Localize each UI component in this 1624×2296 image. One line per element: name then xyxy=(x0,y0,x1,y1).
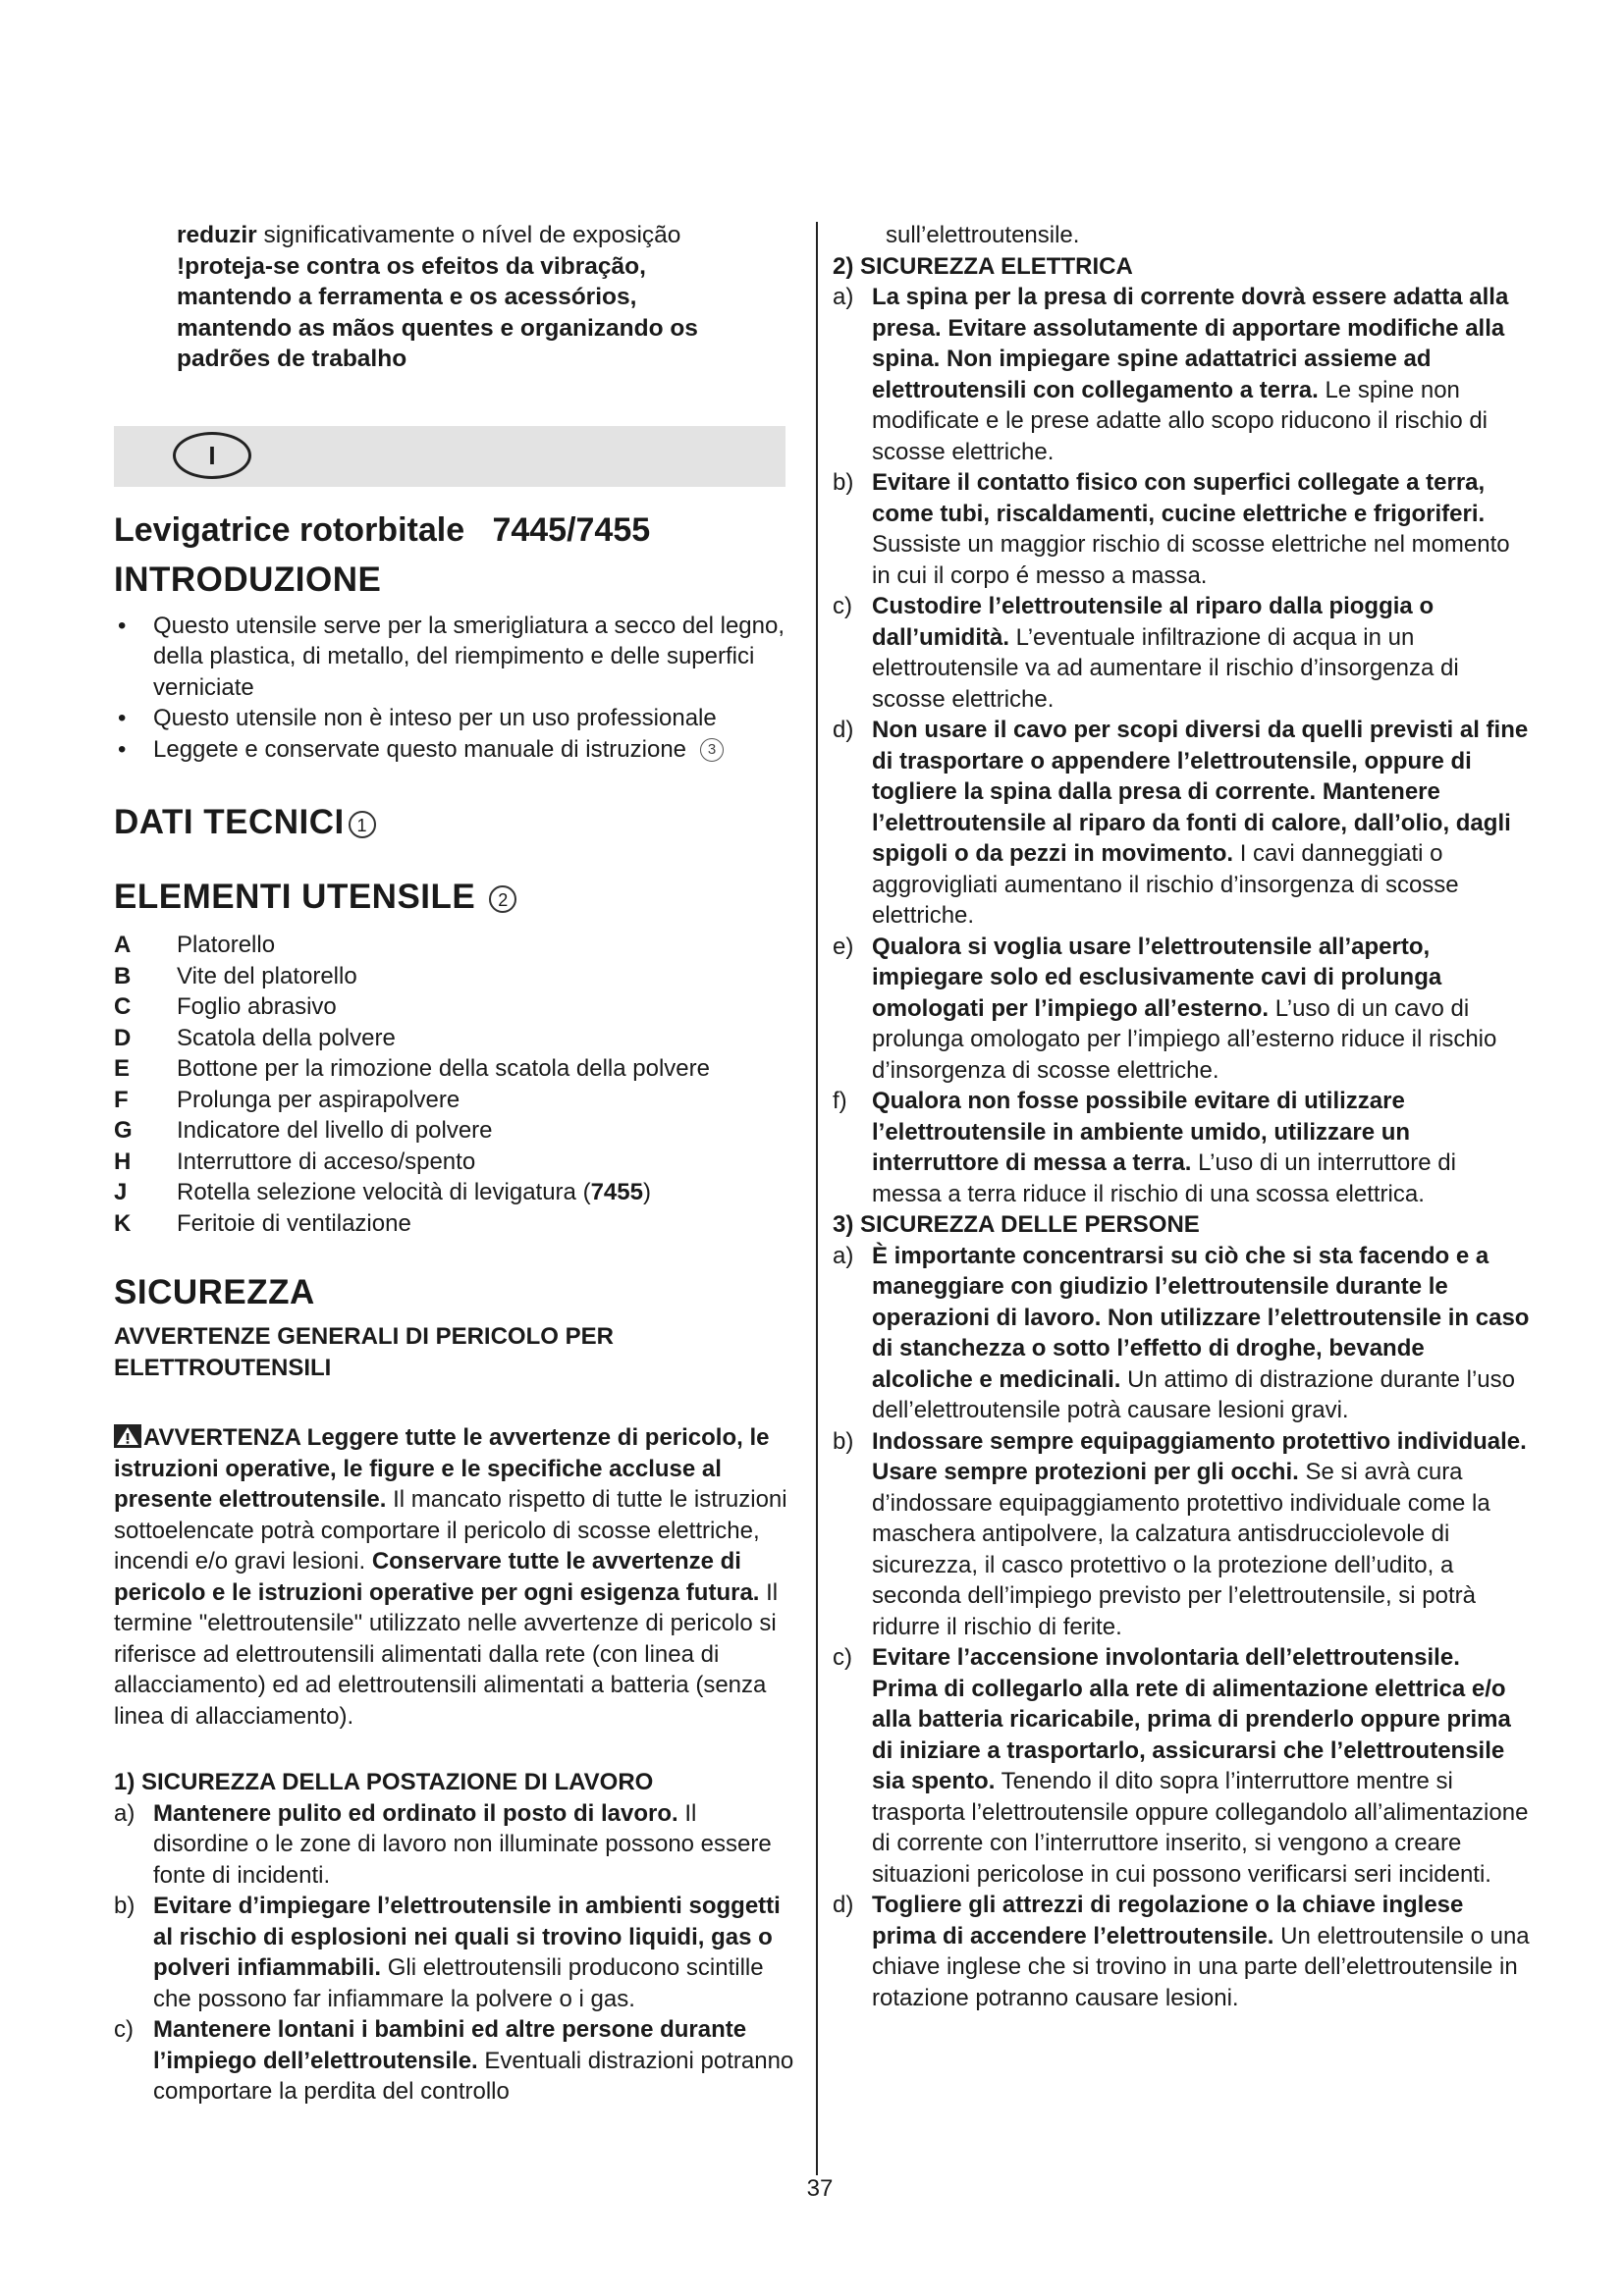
list-item: a) Mantenere pulito ed ordinato il posto di lavoro. Il disordine o le zone di lavoro non illuminate possono essere fonte di incidenti. xyxy=(114,1799,772,1889)
continuation-text: sull’elettroutensile. xyxy=(886,222,1080,248)
intro-heading: INTRODUZIONE xyxy=(114,560,382,599)
product-title: Levigatrice rotorbitale 7445/7455 xyxy=(114,510,651,549)
list-item: c) Mantenere lontani i bambini ed altre persone durante l’impiego dell’elettroutensile. Eventuali distrazioni potranno comportare la perdita del controllo xyxy=(114,2016,794,2105)
list-item: d) Non usare il cavo per scopi diversi da quelli previsti al fine di trasportare o appendere l’elettroutensile, oppure di togliere la spina dalla presa di corrente. Mantenere l’elettroutensile al riparo da fonti di calore, dall’olio, dagli spigoli o da pezzi in movimento. I cavi danneggiati o aggrovigliati aumentano il rischio d’insorgenza di scosse elettriche. xyxy=(833,717,1529,929)
list-item: d) Togliere gli attrezzi di regolazione o la chiave inglese prima di accendere l’elettroutensile. Un elettroutensile o una chiave inglese che si trovino in una parte dell’elettroutensile in rotazione potranno causare lesioni. xyxy=(833,1892,1530,2011)
list-item: e) Qualora si voglia usare l’elettroutensile all’aperto, impiegare solo ed esclusivamente cavi di prolunga omologati per l’impiego all’esterno. L’uso di un cavo di prolunga omologato per l’impiego all’esterno riduce il rischio d’insorgenza di scosse elettriche. xyxy=(833,933,1497,1084)
list-item: f) Qualora non fosse possibile evitare di utilizzare l’elettroutensile in ambiente umido, utilizzare un interruttore di messa a terra. L’uso di un interruttore di messa a terra riduce il rischio di una scossa elettrica. xyxy=(833,1088,1456,1207)
pt-line: significativamente o nível de exposição xyxy=(263,222,681,248)
list-item: c) Custodire l’elettroutensile al riparo dalla pioggia o dall’umidità. L’eventuale infiltrazione di acqua in un elettroutensile va ad aumentare il rischio d’insorgenza di scosse elettriche. xyxy=(833,593,1459,713)
figure-ref-icon: 1 xyxy=(349,811,376,838)
list-item: • Questo utensile non è inteso per un uso professionale xyxy=(114,703,797,734)
list-item: A Platorello xyxy=(114,932,276,958)
language-banner xyxy=(114,426,785,487)
list-item: K Feritoie di ventilazione xyxy=(114,1209,411,1237)
section-1-list xyxy=(114,1798,797,2108)
safety-heading: SICUREZZA xyxy=(114,1273,315,1311)
portuguese-continuation xyxy=(114,220,797,375)
list-item: H Interruttore di acceso/spento xyxy=(114,1148,476,1175)
list-item: b) Evitare d’impiegare l’elettroutensile in ambienti soggetti al rischio di esplosioni nei quali si trovino liquidi, gas o polveri infiammabili. Gli elettroutensili producono scintille che possono far infiammare la polvere o i gas. xyxy=(114,1893,781,2012)
list-item: c) Evitare l’accensione involontaria dell’elettroutensile. Prima di collegarlo alla rete di alimentazione elettrica e/o alla batteria ricaricabile, prima di prenderlo oppure prima di iniziare a trasportarlo, assicurarsi che l’elettroutensile sia spento. Tenendo il dito sopra l’interruttore mentre si trasporta l’elettroutensile oppure collegandolo all’alimentazione di corrente con l’interruttore inserito, si vengono a creare situazioni pericolose in cui possono verificarsi seri incidenti. xyxy=(833,1644,1529,1888)
list-item: • Leggete e conservate questo manuale di istruzione 3 xyxy=(114,734,797,766)
pt-bold-word: reduzir xyxy=(177,222,257,248)
list-item: B Vite del platorello xyxy=(114,962,357,989)
pt-line: !proteja-se contra os efeitos da vibração, xyxy=(177,252,646,280)
elements-list xyxy=(114,930,797,1239)
general-warnings-heading: AVVERTENZE GENERALI DI PERICOLO PER ELETTROUTENSILI xyxy=(114,1323,614,1381)
list-item: a) È importante concentrarsi su ciò che si sta facendo e a maneggiare con giudizio l’elettroutensile durante le operazioni di lavoro. Non utilizzare l’elettroutensile in caso di stanchezza o sotto l’effetto di droghe, bevande alcoliche e medicinali. Un attimo di distrazione durante l’uso dell’elettroutensile potrà causare lesioni gravi. xyxy=(833,1242,1530,1423)
list-item: b) Indossare sempre equipaggiamento protettivo individuale. Usare sempre protezioni per gli occhi. Se si avrà cura d’indossare equipaggiamento protettivo individuale come la maschera antipolvere, la calzatura antisdrucciolevole di sicurezza, il casco protettivo o la protezione dell’udito, a seconda dell’impiego previsto per l’elettroutensile, si potrà ridurre il rischio di ferite. xyxy=(833,1427,1527,1640)
section-2-list xyxy=(833,282,1532,1209)
list-item: D Scatola della polvere xyxy=(114,1024,396,1051)
column-divider xyxy=(816,222,818,2175)
page-number: 37 xyxy=(806,2175,834,2202)
pt-line: mantendo a ferramenta e os acessórios, xyxy=(177,284,637,310)
figure-ref-icon: 2 xyxy=(489,885,516,913)
figure-ref-icon: 3 xyxy=(700,738,724,762)
list-item: J Rotella selezione velocità di levigatura ( 7455 ) xyxy=(114,1177,797,1208)
list-item: C Foglio abrasivo xyxy=(114,993,337,1020)
list-item: F Prolunga per aspirapolvere xyxy=(114,1086,460,1113)
list-item: E Bottone per la rimozione della scatola della polvere xyxy=(114,1055,710,1082)
list-item: b) Evitare il contatto fisico con superfici collegate a terra, come tubi, riscaldamenti, cucine elettriche e frigoriferi. Sussiste un maggior rischio di scosse elettriche nel momento in cui il corpo é messo a massa. xyxy=(833,469,1510,589)
intro-bullets xyxy=(114,611,797,766)
model-number: 7455 xyxy=(590,1179,643,1205)
section-2-heading: 2) SICUREZZA ELETTRICA xyxy=(833,252,1133,280)
tech-data-heading: DATI TECNICI 1 xyxy=(114,800,797,845)
section-3-heading: 3) SICUREZZA DELLE PERSONE xyxy=(833,1211,1200,1238)
right-column xyxy=(833,220,1532,2013)
elements-heading: ELEMENTI UTENSILE 2 xyxy=(114,875,797,920)
warning-paragraph: AVVERTENZA Leggere tutte le avvertenze di pericolo, le istruzioni operative, le figure e le specifiche accluse al presente elettroutensile. Il mancato rispetto di tutte le istruzioni sottoelencate potrà comportare il pericolo di scosse elettriche, incendi e/o gravi lesioni. Conservare tutte le avvertenze di pericolo e le istruzioni operative per ogni esigenza futura. Il termine "elettroutensile" utilizzato nelle avvertenze di pericolo si riferisce ad elettroutensili alimentati dalla rete (con linea di allacciamento) ed ad elettroutensili alimentati a batteria (senza linea di allacciamento). xyxy=(114,1424,787,1730)
section-3-list xyxy=(833,1241,1532,2014)
list-item: • Questo utensile serve per la smerigliatura a secco del legno, della plastica, di metallo, del riempimento e delle superfici verniciate xyxy=(114,611,797,704)
section-1-heading: 1) SICUREZZA DELLA POSTAZIONE DI LAVORO xyxy=(114,1769,654,1795)
language-badge: I xyxy=(173,432,251,479)
warning-triangle-icon xyxy=(114,1424,141,1448)
pt-line: mantendo as mãos quentes e organizando os xyxy=(177,314,698,342)
list-item: a) La spina per la presa di corrente dovrà essere adatta alla presa. Evitare assolutamente di apportare modifiche alla spina. Non impiegare spine adattatrici assieme ad elettroutensili con collegamento a terra. Le spine non modificate e le prese adatte allo scopo riducono il rischio di scosse elettriche. xyxy=(833,284,1509,465)
pt-line: padrões de trabalho xyxy=(177,346,407,372)
left-column xyxy=(114,220,797,2108)
list-item: G Indicatore del livello di polvere xyxy=(114,1117,493,1144)
